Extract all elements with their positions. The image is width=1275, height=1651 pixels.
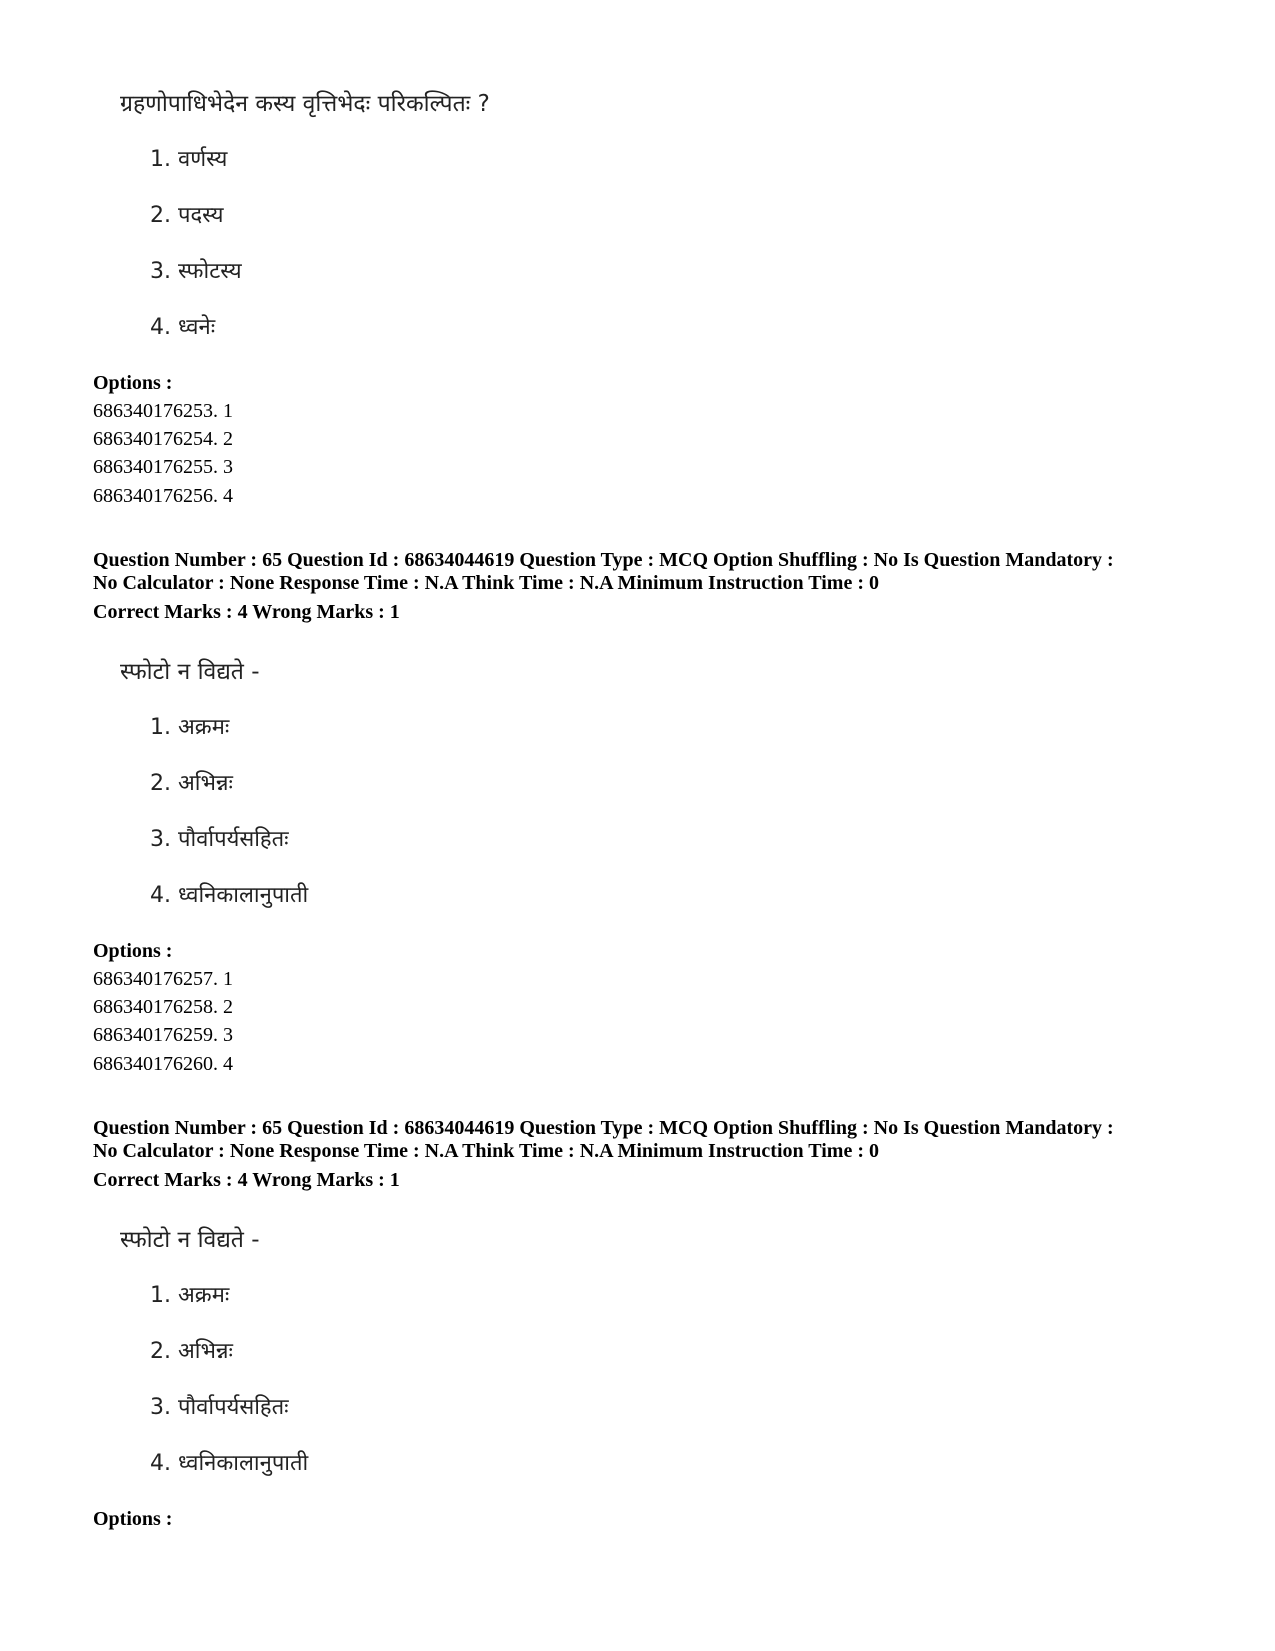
choice-2: 2. पदस्य (150, 203, 224, 228)
choice-1: 1. अक्रमः (150, 715, 230, 740)
question-meta-line1: Question Number : 65 Question Id : 68634044619 Question Type : MCQ Option Shuffling : No Is Question Mandatory : (93, 1117, 1114, 1139)
question-text: ग्रहणोपाधिभेदेन कस्य वृत्तिभेदः परिकल्पितः ? (120, 91, 490, 117)
choice-3: 3. पौर्वापर्यसहितः (150, 827, 289, 852)
question-meta-line2: No Calculator : None Response Time : N.A Think Time : N.A Minimum Instruction Time : 0 (93, 572, 879, 594)
question-marks: Correct Marks : 4 Wrong Marks : 1 (93, 601, 400, 623)
option-id-2: 686340176254. 2 (93, 428, 233, 450)
choice-4: 4. ध्वनिकालानुपाती (150, 883, 309, 908)
option-id-4: 686340176256. 4 (93, 485, 233, 507)
option-id-1: 686340176253. 1 (93, 400, 233, 422)
question-marks: Correct Marks : 4 Wrong Marks : 1 (93, 1169, 400, 1191)
question-meta-line1: Question Number : 65 Question Id : 68634044619 Question Type : MCQ Option Shuffling : No Is Question Mandatory : (93, 549, 1114, 571)
question-text: स्फोटो न विद्यते - (120, 659, 260, 685)
choice-2: 2. अभिन्नः (150, 771, 233, 796)
option-id-4: 686340176260. 4 (93, 1053, 233, 1075)
option-id-2: 686340176258. 2 (93, 996, 233, 1018)
question-text: स्फोटो न विद्यते - (120, 1227, 260, 1253)
option-id-3: 686340176255. 3 (93, 456, 233, 478)
choice-4: 4. ध्वनेः (150, 315, 216, 340)
options-label: Options : (93, 372, 173, 394)
question-meta-line2: No Calculator : None Response Time : N.A Think Time : N.A Minimum Instruction Time : 0 (93, 1140, 879, 1162)
option-id-1: 686340176257. 1 (93, 968, 233, 990)
choice-1: 1. अक्रमः (150, 1283, 230, 1308)
option-id-3: 686340176259. 3 (93, 1024, 233, 1046)
choice-4: 4. ध्वनिकालानुपाती (150, 1451, 309, 1476)
options-label: Options : (93, 1508, 173, 1530)
choice-2: 2. अभिन्नः (150, 1339, 233, 1364)
options-label: Options : (93, 940, 173, 962)
choice-1: 1. वर्णस्य (150, 147, 228, 172)
choice-3: 3. स्फोटस्य (150, 259, 242, 284)
choice-3: 3. पौर्वापर्यसहितः (150, 1395, 289, 1420)
